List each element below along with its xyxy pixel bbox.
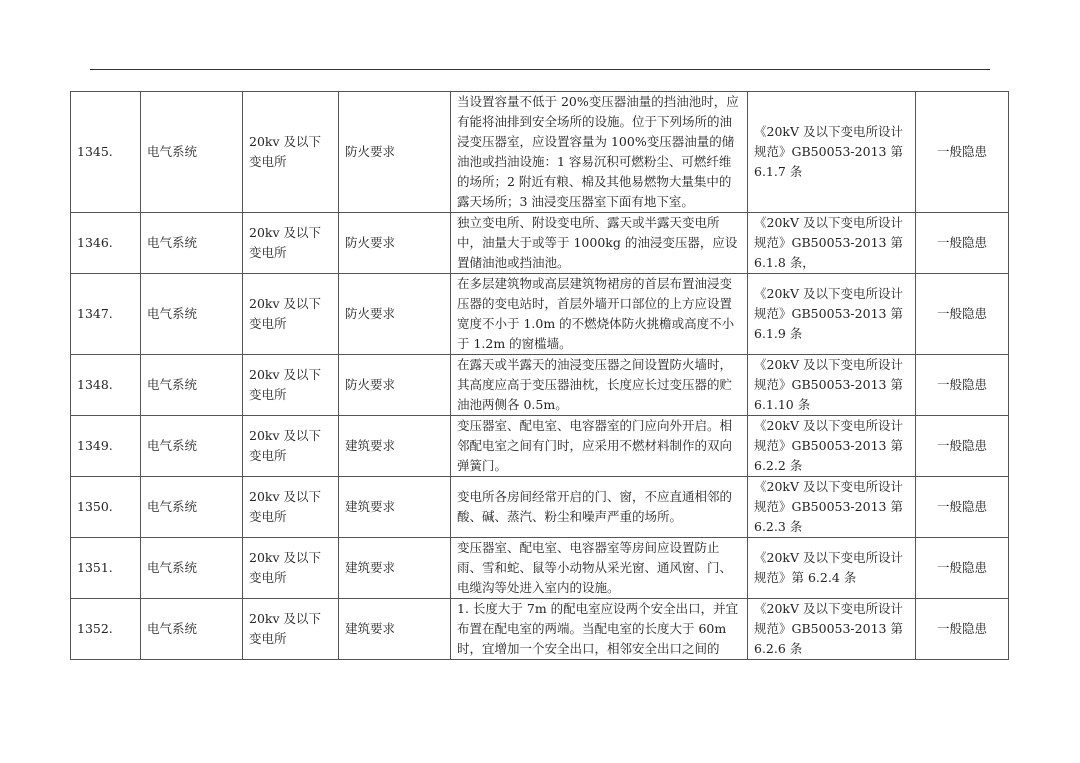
hazard-level-cell: 一般隐患 xyxy=(916,599,1009,660)
category-cell: 防火要求 xyxy=(339,355,451,416)
item-number: 1349. xyxy=(71,416,141,477)
requirement-cell: 独立变电所、附设变电所、露天或半露天变电所中，油量大于或等于 1000kg 的油浸变压器，应设置储油池或挡油池。 xyxy=(451,213,748,274)
hazard-level-cell: 一般隐患 xyxy=(916,416,1009,477)
category-cell: 建筑要求 xyxy=(339,416,451,477)
table-row xyxy=(71,538,1009,599)
requirement-cell: 变电所各房间经常开启的门、窗，不应直通相邻的酸、碱、蒸汽、粉尘和噪声严重的场所。 xyxy=(451,477,748,538)
subsystem-cell: 20kv 及以下变电所 xyxy=(243,538,339,599)
hazard-level-cell: 一般隐患 xyxy=(916,477,1009,538)
system-cell: 电气系统 xyxy=(141,416,243,477)
hazard-level-cell: 一般隐患 xyxy=(916,538,1009,599)
table-row xyxy=(71,274,1009,355)
hazard-standards-table xyxy=(70,91,1009,660)
subsystem-cell: 20kv 及以下变电所 xyxy=(243,92,339,213)
source-cell: 《20kV 及以下变电所设计规范》GB50053-2013 第 6.1.8 条， xyxy=(748,213,916,274)
item-number: 1351. xyxy=(71,538,141,599)
source-cell: 《20kV 及以下变电所设计规范》第 6.2.4 条 xyxy=(748,538,916,599)
item-number: 1350. xyxy=(71,477,141,538)
source-cell: 《20kV 及以下变电所设计规范》GB50053-2013 第 6.2.3 条 xyxy=(748,477,916,538)
system-cell: 电气系统 xyxy=(141,477,243,538)
category-cell: 防火要求 xyxy=(339,92,451,213)
table-row xyxy=(71,213,1009,274)
category-cell: 建筑要求 xyxy=(339,599,451,660)
source-cell: 《20kV 及以下变电所设计规范》GB50053-2013 第 6.2.6 条 xyxy=(748,599,916,660)
hazard-level-cell: 一般隐患 xyxy=(916,274,1009,355)
system-cell: 电气系统 xyxy=(141,213,243,274)
table-row xyxy=(71,355,1009,416)
requirement-cell: 在多层建筑物或高层建筑物裙房的首层布置油浸变压器的变电站时，首层外墙开口部位的上方应设置宽度不小于 1.0m 的不燃烧体防火挑檐或高度不小于 1.2m 的窗槛墙。 xyxy=(451,274,748,355)
requirement-cell: 在露天或半露天的油浸变压器之间设置防火墙时，其高度应高于变压器油枕，长度应长过变压器的贮油池两侧各 0.5m。 xyxy=(451,355,748,416)
hazard-level-cell: 一般隐患 xyxy=(916,92,1009,213)
table-row xyxy=(71,92,1009,213)
requirement-cell: 当设置容量不低于 20%变压器油量的挡油池时，应有能将油排到安全场所的设施。位于下列场所的油浸变压器室，应设置容量为 100%变压器油量的储油池或挡油设施：1 容易沉积可燃粉尘、可燃纤维的场所；2 附近有粮、棉及其他易燃物大量集中的露天场所；3 油浸变压器室下面有地下室。 xyxy=(451,92,748,213)
page-header-rule xyxy=(90,69,990,70)
hazard-level-cell: 一般隐患 xyxy=(916,355,1009,416)
requirement-cell: 1. 长度大于 7m 的配电室应设两个安全出口，并宜布置在配电室的两端。当配电室的长度大于 60m 时，宜增加一个安全出口，相邻安全出口之间的 xyxy=(451,599,748,660)
table-row xyxy=(71,416,1009,477)
subsystem-cell: 20kv 及以下变电所 xyxy=(243,599,339,660)
category-cell: 建筑要求 xyxy=(339,477,451,538)
system-cell: 电气系统 xyxy=(141,538,243,599)
source-cell: 《20kV 及以下变电所设计规范》GB50053-2013 第 6.1.9 条 xyxy=(748,274,916,355)
source-cell: 《20kV 及以下变电所设计规范》GB50053-2013 第 6.1.7 条 xyxy=(748,92,916,213)
table-row xyxy=(71,477,1009,538)
source-cell: 《20kV 及以下变电所设计规范》GB50053-2013 第 6.1.10 条 xyxy=(748,355,916,416)
item-number: 1346. xyxy=(71,213,141,274)
system-cell: 电气系统 xyxy=(141,599,243,660)
subsystem-cell: 20kv 及以下变电所 xyxy=(243,416,339,477)
category-cell: 防火要求 xyxy=(339,274,451,355)
source-cell: 《20kV 及以下变电所设计规范》GB50053-2013 第 6.2.2 条 xyxy=(748,416,916,477)
subsystem-cell: 20kv 及以下变电所 xyxy=(243,355,339,416)
subsystem-cell: 20kv 及以下变电所 xyxy=(243,213,339,274)
item-number: 1352. xyxy=(71,599,141,660)
requirement-cell: 变压器室、配电室、电容器室的门应向外开启。相邻配电室之间有门时，应采用不燃材料制作的双向弹簧门。 xyxy=(451,416,748,477)
hazard-level-cell: 一般隐患 xyxy=(916,213,1009,274)
item-number: 1345. xyxy=(71,92,141,213)
category-cell: 建筑要求 xyxy=(339,538,451,599)
system-cell: 电气系统 xyxy=(141,355,243,416)
table-row xyxy=(71,599,1009,660)
subsystem-cell: 20kv 及以下变电所 xyxy=(243,477,339,538)
item-number: 1347. xyxy=(71,274,141,355)
subsystem-cell: 20kv 及以下变电所 xyxy=(243,274,339,355)
system-cell: 电气系统 xyxy=(141,92,243,213)
system-cell: 电气系统 xyxy=(141,274,243,355)
category-cell: 防火要求 xyxy=(339,213,451,274)
item-number: 1348. xyxy=(71,355,141,416)
requirement-cell: 变压器室、配电室、电容器室等房间应设置防止雨、雪和蛇、鼠等小动物从采光窗、通风窗、门、电缆沟等处进入室内的设施。 xyxy=(451,538,748,599)
